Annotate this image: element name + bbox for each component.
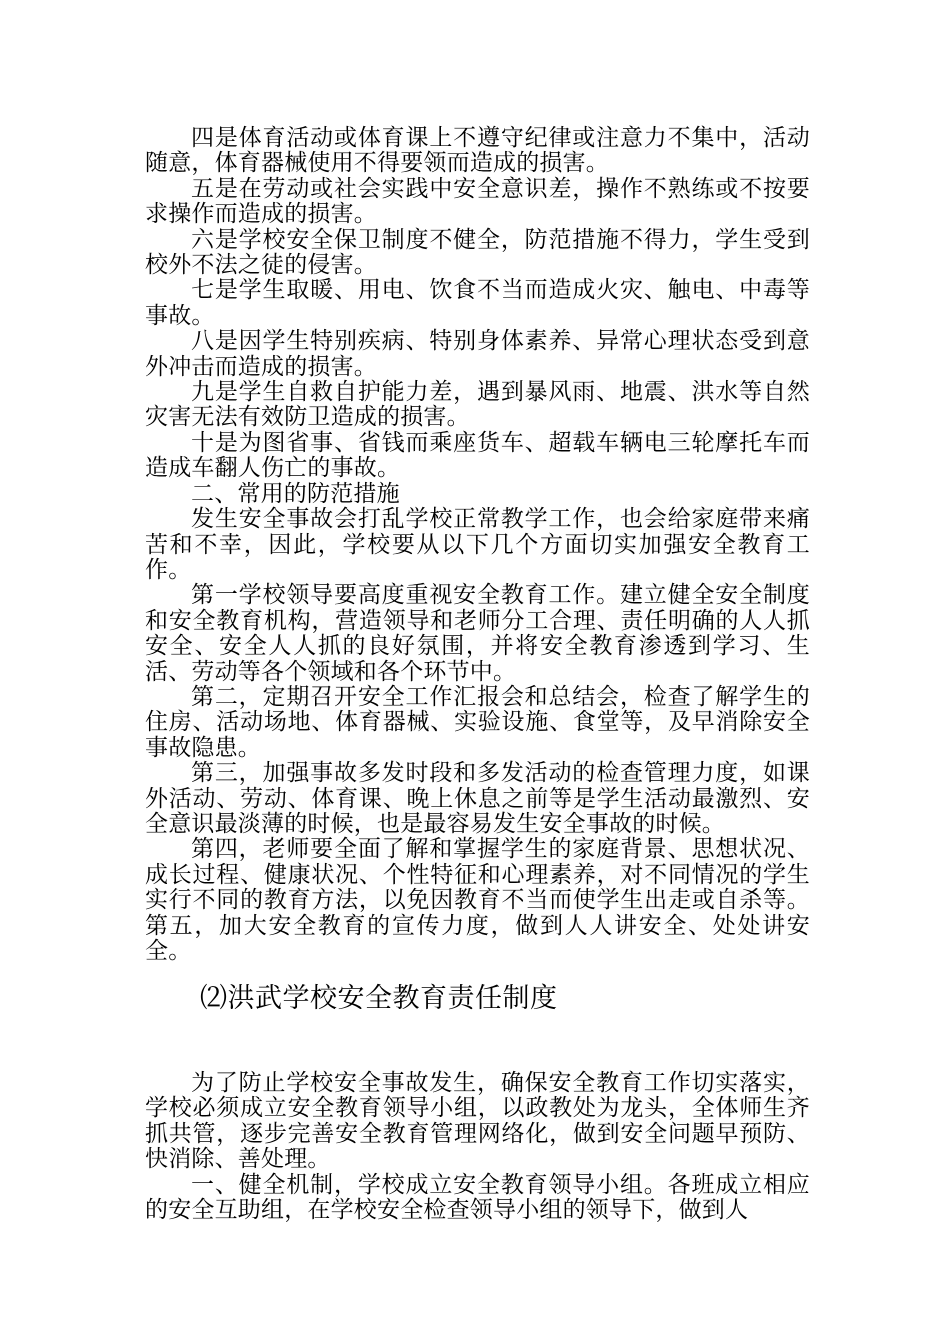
paragraph-5-labor-hazards: 五是在劳动或社会实践中安全意识差，操作不熟练或不按要求操作而造成的损害。	[145, 175, 810, 228]
subheading-prevention-measures: 二、常用的防范措施	[191, 480, 400, 507]
paragraph-7-fire-electric-poison: 七是学生取暖、用电、饮食不当而造成火灾、触电、中毒等事故。	[145, 277, 810, 329]
paragraph-measure-first: 第一学校领导要高度重视安全教育工作。建立健全安全制度和安全教育机构，营造领导和老师分工合理、责任明确的人人抓安全、安全人人抓的良好氛围，并将安全教育渗透到学习、生活、劳动等各个领域和各个环节中。	[145, 582, 810, 685]
section-heading: ⑵洪武学校安全教育责任制度	[200, 983, 558, 1014]
paragraph-8-special-conditions: 八是因学生特别疾病、特别身体素养、异常心理状态受到意外冲击而造成的损害。	[145, 328, 810, 380]
paragraph-10-traffic: 十是为图省事、省钱而乘座货车、超载车辆电三轮摩托车而造成车翻人伤亡的事故。	[145, 429, 810, 482]
paragraph-measure-second: 第二，定期召开安全工作汇报会和总结会，检查了解学生的住房、活动场地、体育器械、实验设施、食堂等，及早消除安全事故隐患。	[145, 683, 810, 761]
paragraph-measure-fourth-fifth: 第四，老师要全面了解和掌握学生的家庭背景、思想状况、成长过程、健康状况、个性特征和心理素养，对不同情况的学生实行不同的教育方法，以免因教育不当而使学生出走或自杀等。第五，加大安全教育的宣传力度，做到人人讲安全、处处讲安全。	[145, 836, 810, 964]
body-text-part-2	[145, 1071, 810, 1223]
paragraph-responsibility-intro: 为了防止学校安全事故发生，确保安全教育工作切实落实，学校必须成立安全教育领导小组，以政教处为龙头，全体师生齐抓共管，逐步完善安全教育管理网络化，做到安全问题早预防、快消除、善处理。	[145, 1070, 810, 1173]
paragraph-measure-third: 第三，加强事故多发时段和多发活动的检查管理力度，如课外活动、劳动、体育课、晚上休息之前等是学生活动最激烈、安全意识最淡薄的时候，也是最容易发生安全事故的时候。	[145, 760, 810, 837]
paragraph-mechanism: 一、健全机制，学校成立安全教育领导小组。各班成立相应的安全互助组，在学校安全检查领导小组的领导下，做到人	[145, 1171, 810, 1224]
paragraph-4-sports-hazards: 四是体育活动或体育课上不遵守纪律或注意力不集中，活动随意，体育器械使用不得要领而造成的损害。	[145, 125, 810, 177]
paragraph-6-security-system: 六是学校安全保卫制度不健全，防范措施不得力，学生受到校外不法之徒的侵害。	[145, 226, 810, 279]
paragraph-prevention-intro: 发生安全事故会打乱学校正常教学工作，也会给家庭带来痛苦和不幸，因此，学校要从以下几个方面切实加强安全教育工作。	[145, 506, 810, 583]
paragraph-9-natural-disasters: 九是学生自救自护能力差，遇到暴风雨、地震、洪水等自然灾害无法有效防卫造成的损害。	[145, 379, 810, 431]
body-text-part-1	[145, 126, 810, 964]
